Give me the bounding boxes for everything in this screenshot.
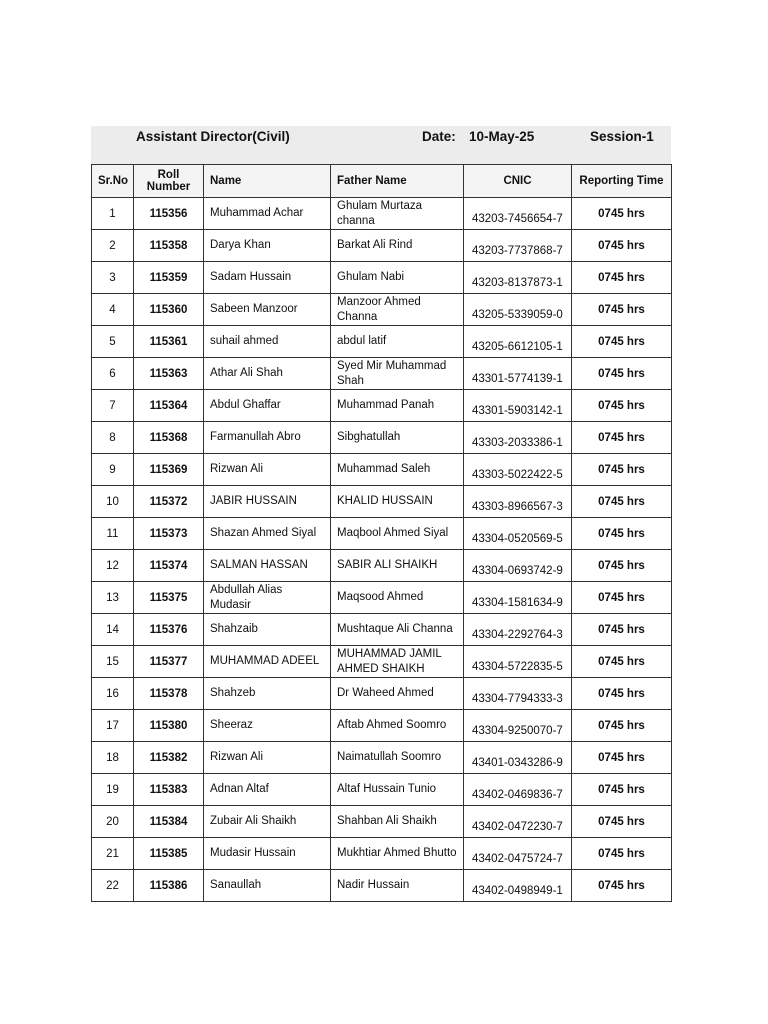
row-cnic: 43301-5774139-1	[464, 358, 572, 390]
column-header-srno: Sr.No	[92, 165, 134, 198]
row-roll-number: 115385	[134, 838, 204, 870]
row-reporting-time: 0745 hrs	[572, 358, 672, 390]
row-srno: 15	[92, 646, 134, 678]
row-father-name: Aftab Ahmed Soomro	[331, 710, 464, 742]
row-roll-number: 115377	[134, 646, 204, 678]
row-srno: 22	[92, 870, 134, 902]
row-srno: 21	[92, 838, 134, 870]
row-srno: 19	[92, 774, 134, 806]
table-row	[92, 614, 672, 646]
table-row	[92, 774, 672, 806]
row-roll-number: 115376	[134, 614, 204, 646]
table-row	[92, 198, 672, 230]
row-cnic: 43203-7456654-7	[464, 198, 572, 230]
row-cnic: 43303-5022422-5	[464, 454, 572, 486]
row-roll-number: 115383	[134, 774, 204, 806]
row-srno: 12	[92, 550, 134, 582]
row-cnic: 43301-5903142-1	[464, 390, 572, 422]
schedule-sheet	[91, 126, 671, 902]
table-row	[92, 646, 672, 678]
row-reporting-time: 0745 hrs	[572, 550, 672, 582]
table-row	[92, 582, 672, 614]
row-srno: 6	[92, 358, 134, 390]
row-name: Shazan Ahmed Siyal	[204, 518, 331, 550]
row-father-name: Nadir Hussain	[331, 870, 464, 902]
row-name: Sadam Hussain	[204, 262, 331, 294]
row-srno: 10	[92, 486, 134, 518]
row-father-name: abdul latif	[331, 326, 464, 358]
table-row	[92, 838, 672, 870]
row-roll-number: 115373	[134, 518, 204, 550]
row-name: Sheeraz	[204, 710, 331, 742]
row-father-name: Mushtaque Ali Channa	[331, 614, 464, 646]
session-label: Session-1	[590, 129, 654, 144]
row-cnic: 43304-7794333-3	[464, 678, 572, 710]
row-srno: 16	[92, 678, 134, 710]
row-reporting-time: 0745 hrs	[572, 262, 672, 294]
row-name: SALMAN HASSAN	[204, 550, 331, 582]
row-father-name: Sibghatullah	[331, 422, 464, 454]
row-father-name: Barkat Ali Rind	[331, 230, 464, 262]
table-row	[92, 326, 672, 358]
table-row	[92, 742, 672, 774]
row-srno: 5	[92, 326, 134, 358]
row-name: Athar Ali Shah	[204, 358, 331, 390]
row-roll-number: 115380	[134, 710, 204, 742]
row-reporting-time: 0745 hrs	[572, 806, 672, 838]
row-reporting-time: 0745 hrs	[572, 326, 672, 358]
row-roll-number: 115356	[134, 198, 204, 230]
row-father-name: Ghulam Murtaza channa	[331, 198, 464, 230]
row-cnic: 43304-0520569-5	[464, 518, 572, 550]
row-reporting-time: 0745 hrs	[572, 678, 672, 710]
row-cnic: 43402-0469836-7	[464, 774, 572, 806]
table-row	[92, 422, 672, 454]
row-name: Sabeen Manzoor	[204, 294, 331, 326]
row-cnic: 43304-1581634-9	[464, 582, 572, 614]
row-cnic: 43303-2033386-1	[464, 422, 572, 454]
row-name: Zubair Ali Shaikh	[204, 806, 331, 838]
row-father-name: Muhammad Saleh	[331, 454, 464, 486]
column-header-cnic: CNIC	[464, 165, 572, 198]
row-reporting-time: 0745 hrs	[572, 774, 672, 806]
row-reporting-time: 0745 hrs	[572, 518, 672, 550]
row-father-name: Dr Waheed Ahmed	[331, 678, 464, 710]
row-srno: 18	[92, 742, 134, 774]
row-name: Abdul Ghaffar	[204, 390, 331, 422]
table-row	[92, 806, 672, 838]
row-reporting-time: 0745 hrs	[572, 870, 672, 902]
row-reporting-time: 0745 hrs	[572, 838, 672, 870]
row-reporting-time: 0745 hrs	[572, 486, 672, 518]
row-name: JABIR HUSSAIN	[204, 486, 331, 518]
column-header-father-name: Father Name	[331, 165, 464, 198]
row-roll-number: 115361	[134, 326, 204, 358]
row-name: Darya Khan	[204, 230, 331, 262]
row-reporting-time: 0745 hrs	[572, 294, 672, 326]
table-row	[92, 518, 672, 550]
row-reporting-time: 0745 hrs	[572, 742, 672, 774]
row-cnic: 43402-0472230-7	[464, 806, 572, 838]
row-father-name: Manzoor Ahmed Channa	[331, 294, 464, 326]
table-row	[92, 870, 672, 902]
row-cnic: 43402-0498949-1	[464, 870, 572, 902]
row-cnic: 43205-5339059-0	[464, 294, 572, 326]
row-father-name: Syed Mir Muhammad Shah	[331, 358, 464, 390]
table-row	[92, 230, 672, 262]
row-roll-number: 115372	[134, 486, 204, 518]
row-cnic: 43402-0475724-7	[464, 838, 572, 870]
row-cnic: 43304-9250070-7	[464, 710, 572, 742]
row-father-name: Mukhtiar Ahmed Bhutto	[331, 838, 464, 870]
row-roll-number: 115358	[134, 230, 204, 262]
row-srno: 4	[92, 294, 134, 326]
row-srno: 1	[92, 198, 134, 230]
row-cnic: 43401-0343286-9	[464, 742, 572, 774]
row-cnic: 43205-6612105-1	[464, 326, 572, 358]
table-row	[92, 454, 672, 486]
row-roll-number: 115360	[134, 294, 204, 326]
title-bar	[91, 126, 671, 164]
row-roll-number: 115378	[134, 678, 204, 710]
row-name: Sanaullah	[204, 870, 331, 902]
row-father-name: MUHAMMAD JAMIL AHMED SHAIKH	[331, 646, 464, 678]
table-row	[92, 710, 672, 742]
row-roll-number: 115386	[134, 870, 204, 902]
row-father-name: Naimatullah Soomro	[331, 742, 464, 774]
row-name: Rizwan Ali	[204, 742, 331, 774]
table-row	[92, 294, 672, 326]
row-reporting-time: 0745 hrs	[572, 614, 672, 646]
row-srno: 20	[92, 806, 134, 838]
row-father-name: Altaf Hussain Tunio	[331, 774, 464, 806]
row-reporting-time: 0745 hrs	[572, 198, 672, 230]
column-header-name: Name	[204, 165, 331, 198]
row-name: Muhammad Achar	[204, 198, 331, 230]
row-father-name: Maqbool Ahmed Siyal	[331, 518, 464, 550]
row-father-name: Muhammad Panah	[331, 390, 464, 422]
row-roll-number: 115384	[134, 806, 204, 838]
row-srno: 8	[92, 422, 134, 454]
row-name: Mudasir Hussain	[204, 838, 331, 870]
row-cnic: 43304-0693742-9	[464, 550, 572, 582]
row-name: MUHAMMAD ADEEL	[204, 646, 331, 678]
date-label: Date:	[422, 129, 456, 144]
row-roll-number: 115374	[134, 550, 204, 582]
column-header-roll-number: Roll Number	[134, 165, 204, 198]
post-title: Assistant Director(Civil)	[136, 129, 290, 144]
row-roll-number: 115382	[134, 742, 204, 774]
row-roll-number: 115364	[134, 390, 204, 422]
row-roll-number: 115368	[134, 422, 204, 454]
row-reporting-time: 0745 hrs	[572, 710, 672, 742]
row-srno: 2	[92, 230, 134, 262]
row-roll-number: 115369	[134, 454, 204, 486]
row-roll-number: 115363	[134, 358, 204, 390]
row-name: suhail ahmed	[204, 326, 331, 358]
row-cnic: 43203-8137873-1	[464, 262, 572, 294]
row-cnic: 43303-8966567-3	[464, 486, 572, 518]
row-name: Abdullah Alias Mudasir	[204, 582, 331, 614]
row-name: Farmanullah Abro	[204, 422, 331, 454]
table-row	[92, 390, 672, 422]
row-cnic: 43304-5722835-5	[464, 646, 572, 678]
row-reporting-time: 0745 hrs	[572, 390, 672, 422]
row-father-name: Shahban Ali Shaikh	[331, 806, 464, 838]
row-reporting-time: 0745 hrs	[572, 422, 672, 454]
row-name: Rizwan Ali	[204, 454, 331, 486]
row-name: Adnan Altaf	[204, 774, 331, 806]
row-srno: 7	[92, 390, 134, 422]
row-father-name: KHALID HUSSAIN	[331, 486, 464, 518]
row-srno: 3	[92, 262, 134, 294]
table-row	[92, 678, 672, 710]
row-reporting-time: 0745 hrs	[572, 230, 672, 262]
row-name: Shahzeb	[204, 678, 331, 710]
row-reporting-time: 0745 hrs	[572, 582, 672, 614]
row-srno: 17	[92, 710, 134, 742]
row-roll-number: 115375	[134, 582, 204, 614]
table-row	[92, 358, 672, 390]
row-cnic: 43203-7737868-7	[464, 230, 572, 262]
candidates-table	[91, 164, 672, 902]
row-reporting-time: 0745 hrs	[572, 454, 672, 486]
row-father-name: Ghulam Nabi	[331, 262, 464, 294]
row-srno: 11	[92, 518, 134, 550]
date-value: 10-May-25	[469, 129, 535, 144]
row-srno: 14	[92, 614, 134, 646]
row-cnic: 43304-2292764-3	[464, 614, 572, 646]
column-header-reporting-time: Reporting Time	[572, 165, 672, 198]
row-father-name: Maqsood Ahmed	[331, 582, 464, 614]
row-reporting-time: 0745 hrs	[572, 646, 672, 678]
row-srno: 9	[92, 454, 134, 486]
row-srno: 13	[92, 582, 134, 614]
table-row	[92, 486, 672, 518]
table-header-row	[92, 165, 672, 198]
table-row	[92, 550, 672, 582]
row-father-name: SABIR ALI SHAIKH	[331, 550, 464, 582]
table-row	[92, 262, 672, 294]
row-name: Shahzaib	[204, 614, 331, 646]
row-roll-number: 115359	[134, 262, 204, 294]
